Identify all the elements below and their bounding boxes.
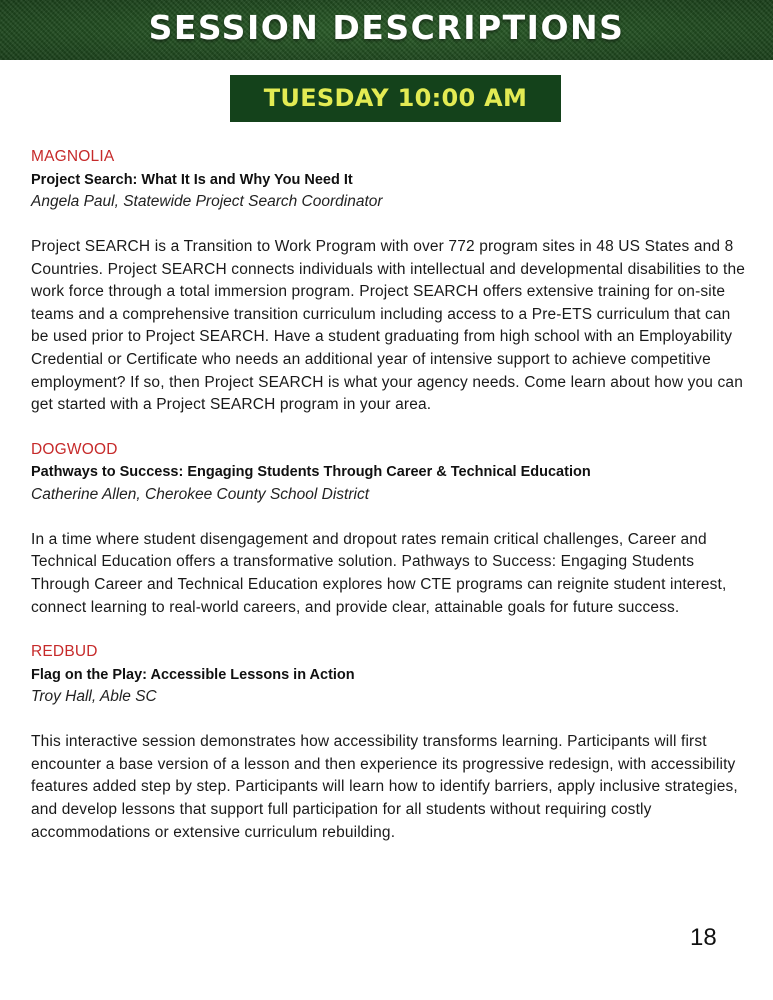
- time-slot-badge: TUESDAY 10:00 AM: [230, 75, 561, 122]
- session-list: [31, 146, 749, 866]
- session-description: This interactive session demonstrates how accessibility transforms learning. Participants will first encounter a base version of a lesson and then experience its progressive redesign, with accessibility features added step by step. Participants will learn how to identify barriers, apply inclusive strategies, and develop lessons that support full participation for all students without requiring costly accommodations or extensive curriculum rebuilding.: [31, 733, 738, 841]
- session-title: Pathways to Success: Engaging Students Through Career & Technical Education: [31, 464, 591, 481]
- session-description: In a time where student disengagement and dropout rates remain critical challenges, Career and Technical Education offers a transformative solution. Pathways to Success: Engaging Students Through Career and Technical Education explores how CTE programs can reignite student interest, connect learning to real-world careers, and provide clear, attainable goals for future success.: [31, 530, 727, 616]
- session-dogwood: [31, 439, 749, 619]
- page-title: SESSION DESCRIPTIONS: [148, 8, 625, 47]
- session-magnolia: [31, 146, 749, 417]
- session-description: Project SEARCH is a Transition to Work Program with over 772 program sites in 48 US States and 8 Countries. Project SEARCH connects individuals with intellectual and developmental disabilities to the work force through a total immersion program. Project SEARCH offers extensive training for on-site teams and a comprehensive transition curriculum including access to a Pre-ETS curriculum that can be used prior to Project SEARCH. Have a student graduating from high school with an Employability Credential or Certificate who needs an additional year of intensive support to achieve competitive employment? If so, then Project SEARCH is what your agency needs. Come learn about how you can get started with a Project SEARCH program in your area.: [31, 238, 746, 414]
- session-room: MAGNOLIA: [31, 148, 115, 165]
- session-speaker: Troy Hall, Able SC: [31, 688, 157, 706]
- page-number: 18: [690, 924, 717, 951]
- session-redbud: [31, 641, 749, 844]
- session-room: DOGWOOD: [31, 440, 118, 458]
- session-room: REDBUD: [31, 643, 98, 661]
- session-speaker: Catherine Allen, Cherokee County School District: [31, 485, 370, 503]
- session-speaker: Angela Paul, Statewide Project Search Coordinator: [31, 193, 383, 210]
- session-title: Flag on the Play: Accessible Lessons in Action: [31, 666, 355, 683]
- session-title: Project Search: What It Is and Why You Need It: [31, 171, 353, 188]
